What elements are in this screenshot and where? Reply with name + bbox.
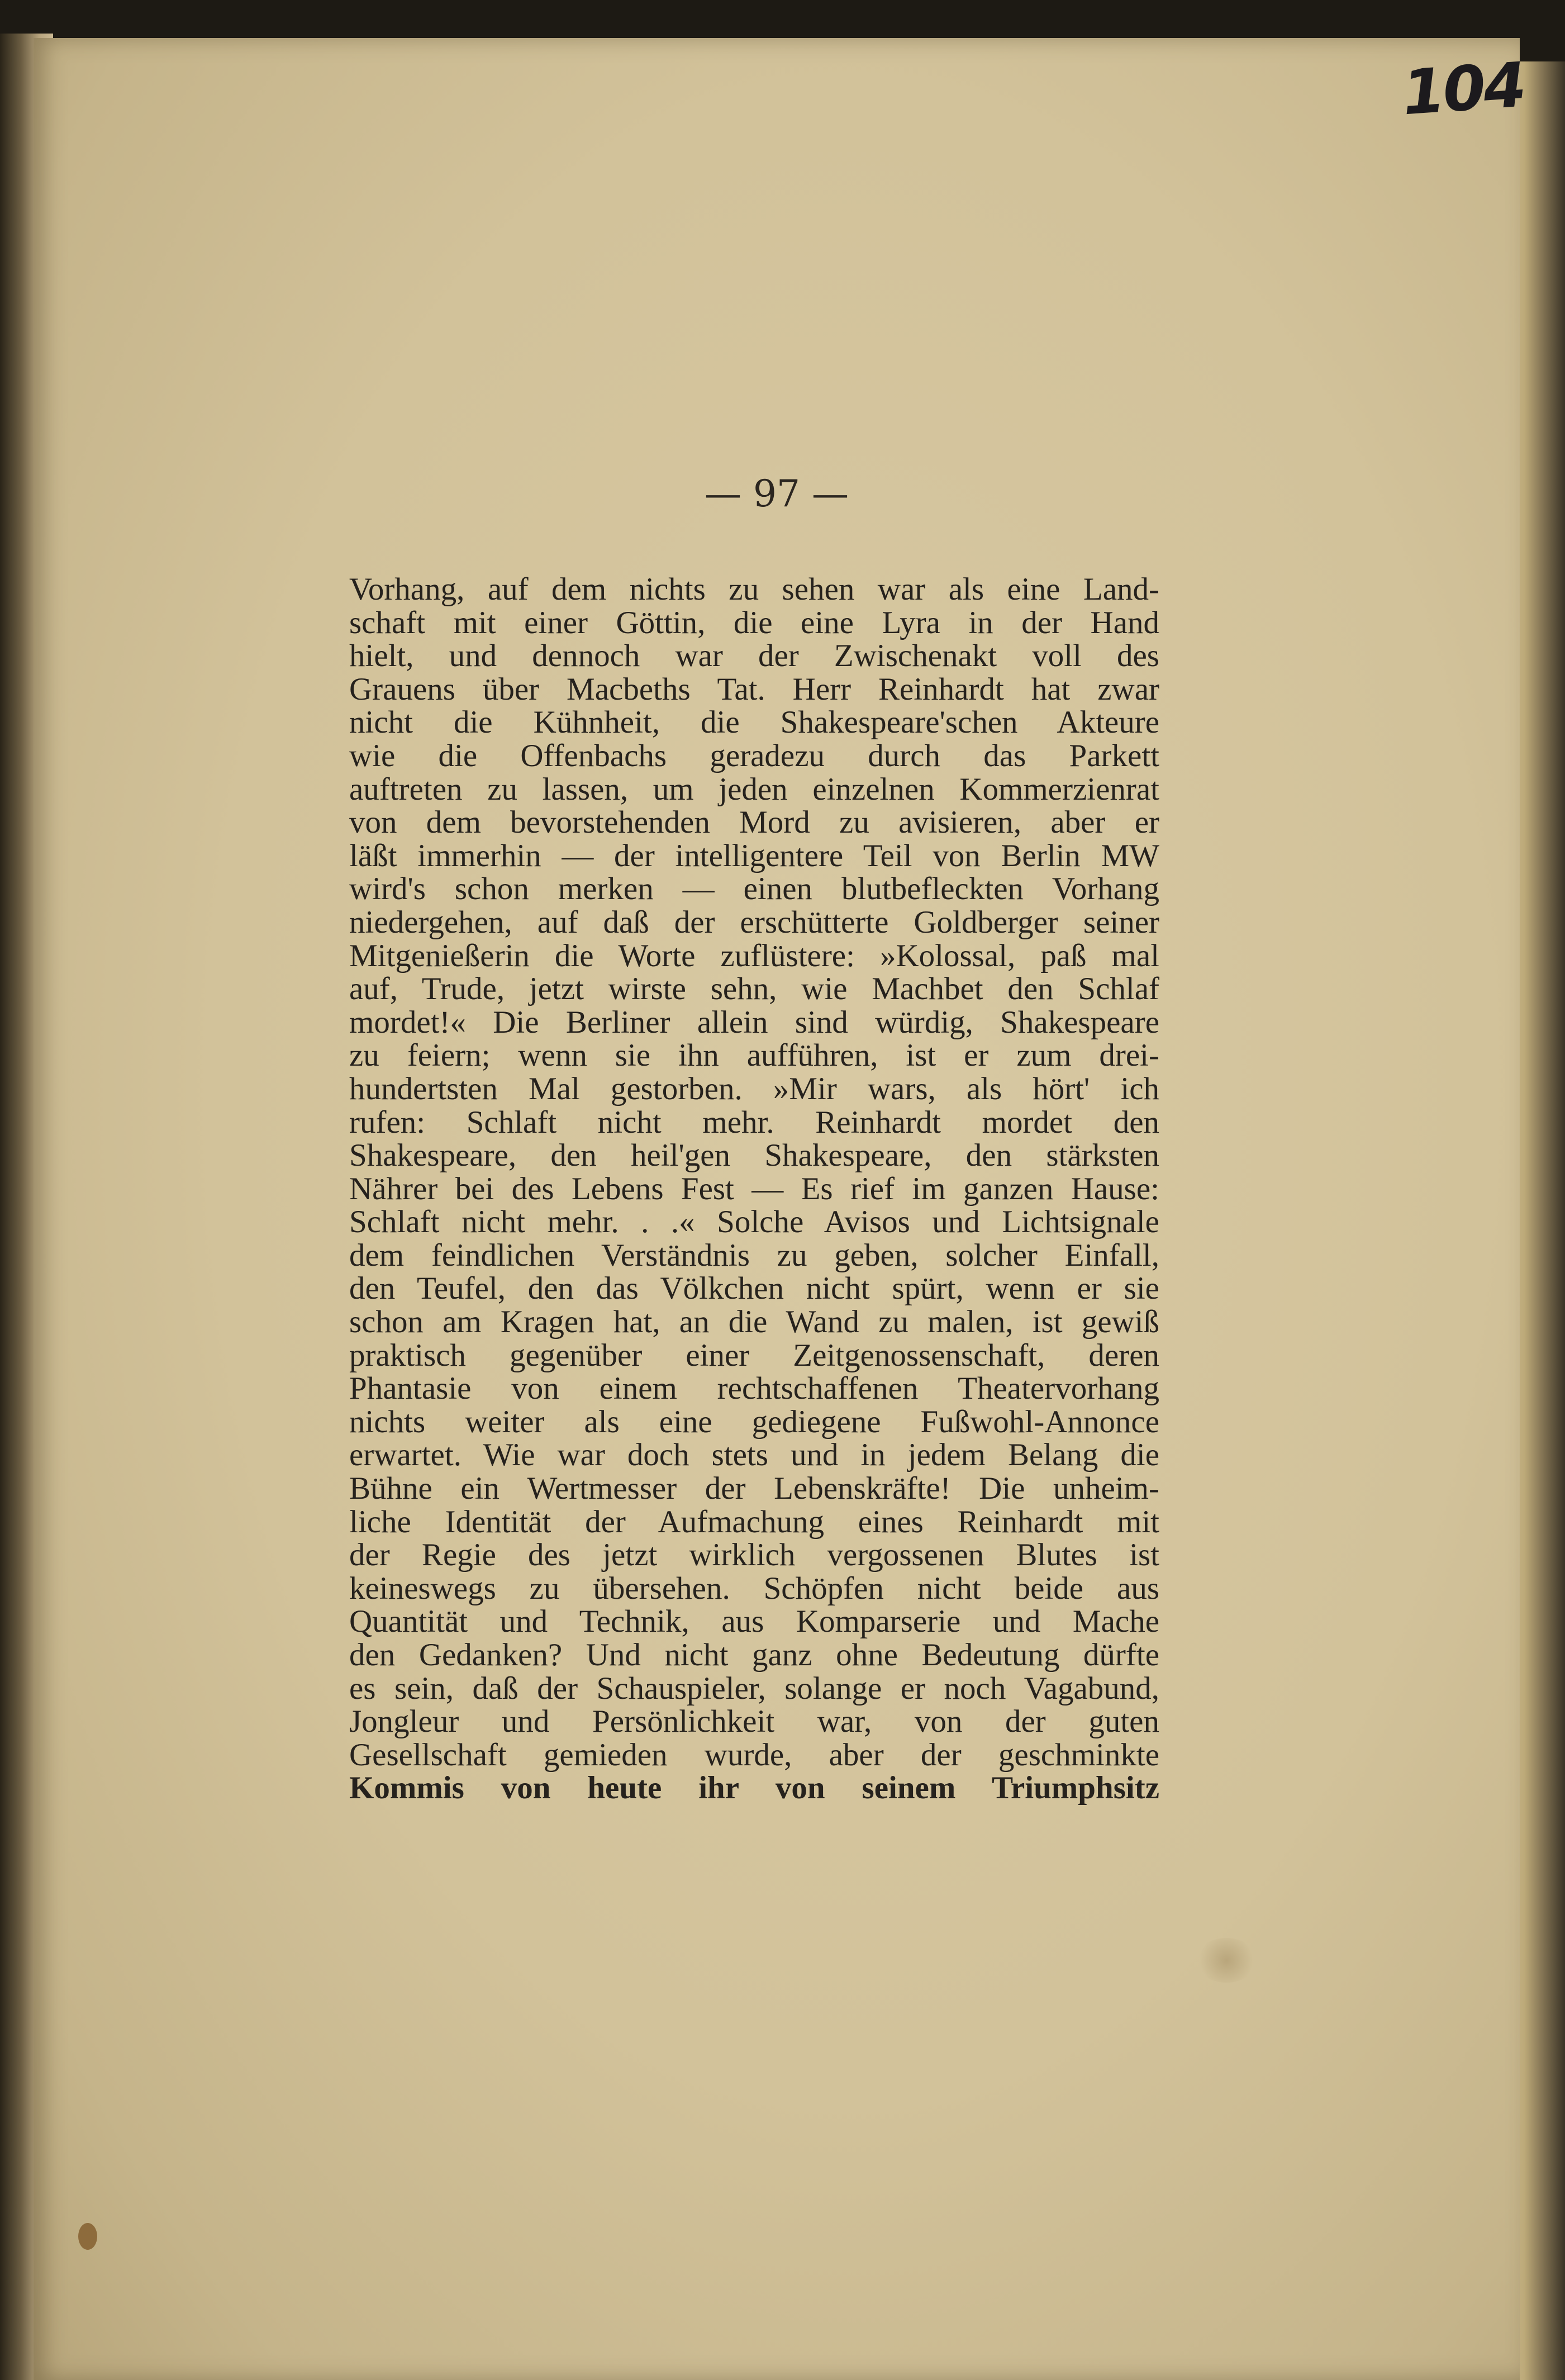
page-number: — 97 — [705, 472, 849, 515]
text-line: Quantität und Technik, aus Komparserie und Mache [349, 1604, 1159, 1640]
text-line: Kommis von heute ihr von seinem Triumphsitz [349, 1770, 1159, 1806]
text-line: hielt, und dennoch war der Zwischenakt voll des [349, 638, 1159, 674]
text-line: den Gedanken? Und nicht ganz ohne Bedeutung dürfte [349, 1637, 1159, 1673]
text-line: praktisch gegenüber einer Zeitgenossenschaft, deren [349, 1337, 1159, 1373]
text-line: es sein, daß der Schauspieler, solange er noch Vagabund, [349, 1670, 1159, 1706]
text-line: Shakespeare, den heil'gen Shakespeare, den stärksten [349, 1138, 1159, 1174]
body-text [349, 573, 1159, 1805]
text-line: schaft mit einer Göttin, die eine Lyra in der Hand [349, 605, 1159, 640]
text-line: von dem bevorstehenden Mord zu avisieren, aber er [349, 805, 1159, 840]
text-line: läßt immerhin — der intelligentere Teil von Berlin MW [349, 838, 1159, 873]
text-line: wie die Offenbachs geradezu durch das Parkett [349, 738, 1159, 773]
text-line: nicht die Kühnheit, die Shakespeare'schen Akteure [349, 705, 1159, 740]
text-line: niedergehen, auf daß der erschütterte Goldberger seiner [349, 904, 1159, 940]
text-line: liche Identität der Aufmachung eines Reinhardt mit [349, 1504, 1159, 1540]
archive-page-number: 104 [1400, 49, 1526, 129]
text-line: Nährer bei des Lebens Fest — Es rief im ganzen Hause: [349, 1171, 1159, 1206]
text-line: auf, Trude, jetzt wirste sehn, wie Machbet den Schlaf [349, 971, 1159, 1007]
text-line: rufen: Schlaft nicht mehr. Reinhardt mordet den [349, 1104, 1159, 1140]
text-line: Jongleur und Persönlichkeit war, von der guten [349, 1704, 1159, 1740]
text-line: hundertsten Mal gestorben. »Mir wars, als hört' ich [349, 1071, 1159, 1106]
text-line: Gesellschaft gemieden wurde, aber der geschminkte [349, 1737, 1159, 1773]
text-line: erwartet. Wie war doch stets und in jedem Belang die [349, 1437, 1159, 1473]
text-line: Grauens über Macbeths Tat. Herr Reinhardt hat zwar [349, 671, 1159, 707]
stain-spot [78, 2223, 97, 2250]
text-line: schon am Kragen hat, an die Wand zu malen, ist gewiß [349, 1304, 1159, 1340]
text-line: mordet!« Die Berliner allein sind würdig, Shakespeare [349, 1004, 1159, 1040]
foxing-stain [1196, 1938, 1257, 1983]
text-line: Mitgenießerin die Worte zuflüstere: »Kolossal, paß mal [349, 938, 1159, 973]
text-line: Bühne ein Wertmesser der Lebenskräfte! Die unheim- [349, 1471, 1159, 1507]
text-line: der Regie des jetzt wirklich vergossenen Blutes ist [349, 1537, 1159, 1573]
text-line: nichts weiter als eine gediegene Fußwohl-Annonce [349, 1404, 1159, 1440]
text-line: keineswegs zu übersehen. Schöpfen nicht beide aus [349, 1570, 1159, 1606]
text-line: Schlaft nicht mehr. . .« Solche Avisos und Lichtsignale [349, 1204, 1159, 1240]
text-line: dem feindlichen Verständnis zu geben, solcher Einfall, [349, 1237, 1159, 1273]
text-line: Phantasie von einem rechtschaffenen Theatervorhang [349, 1371, 1159, 1407]
text-line: wird's schon merken — einen blutbefleckten Vorhang [349, 871, 1159, 907]
text-line: den Teufel, den das Völkchen nicht spürt, wenn er sie [349, 1271, 1159, 1307]
text-line: auftreten zu lassen, um jeden einzelnen Kommerzienrat [349, 771, 1159, 807]
text-line: Vorhang, auf dem nichts zu sehen war als eine Land- [349, 572, 1159, 607]
text-line: zu feiern; wenn sie ihn aufführen, ist er zum drei- [349, 1038, 1159, 1073]
